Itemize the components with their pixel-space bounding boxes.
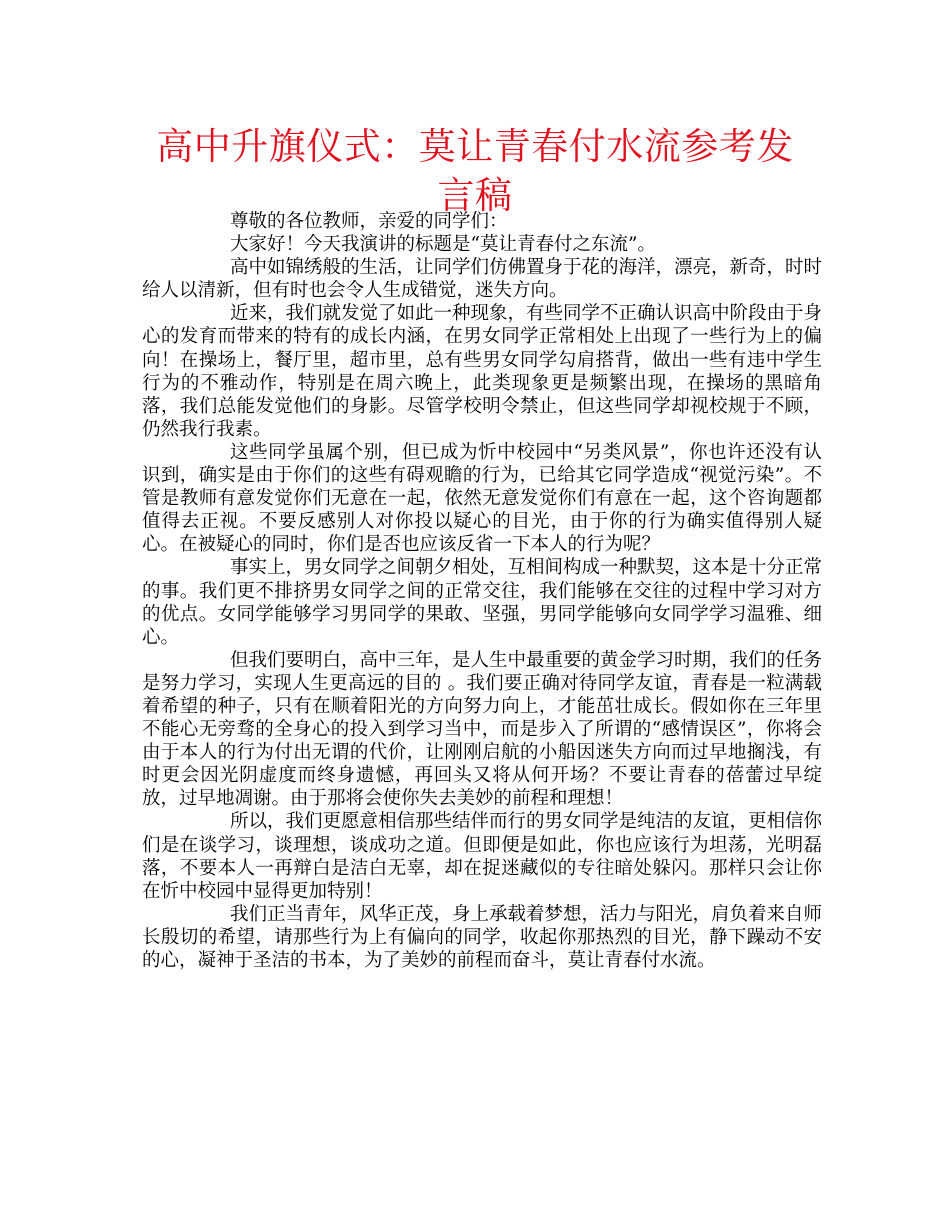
paragraph-closing: 我们正当青年，风华正茂，身上承载着梦想，活力与阳光，肩负着来自师长殷切的希望，请那些行为上有偏向的同学，收起你那热烈的目光，静下躁动不安的心，凝神于圣洁的书本，为了美妙的前程而奋斗，莫让青春付水流。 (142, 903, 823, 971)
paragraph-greeting: 大家好！今天我演讲的标题是“莫让青春付之东流”。 (230, 234, 656, 256)
paragraph-salutation: 尊敬的各位教师，亲爱的同学们： (230, 211, 508, 232)
document-title: 高中升旗仪式：莫让青春付水流参考发言稿 (156, 125, 794, 217)
paragraph: 事实上，男女同学之间朝夕相处，互相间构成一种默契，这本是十分正常的事。我们更不排挤男女同学之间的正常交往，我们能够在交往的过程中学习对方的优点。女同学能够学习男同学的果敢、坚强，男同学能够向女同学学习温雅、细心。 (142, 557, 823, 648)
paragraph: 但我们要明白，高中三年，是人生中最重要的黄金学习时期，我们的任务是努力学习，实现人生更高远的目的 。我们要正确对待同学友谊，青春是一粒满载着希望的种子，只有在顺着阳光的方向努力向上，才能茁壮成长。假如你在三年里不能心无旁骛的全身心的投入到学习当中，而是步入了所谓的“感情误区”，你将会由于本人的行为付出无谓的代价，让刚刚启航的小船因迷失方向而过早地搁浅，有时更会因光阴虚度而终身遗憾，再回头又将从何开场？不要让青春的蓓蕾过早绽放，过早地凋谢。由于那将会使你失去美妙的前程和理想！ (142, 649, 823, 810)
paragraph: 这些同学虽属个别，但已成为忻中校园中“另类风景”，你也许还没有认识到，确实是由于你们的这些有碍观瞻的行为，已给其它同学造成“视觉污染”。不管是教师有意发觉你们无意在一起，依然无意发觉你们有意在一起，这个咨询题都值得去正视。不要反感别人对你投以疑心的目光，由于你的行为确实值得别人疑心。在被疑心的同时，你们是否也应该反省一下本人的行为呢？ (142, 441, 822, 556)
paragraph: 近来，我们就发觉了如此一种现象，有些同学不正确认识高中阶段由于身心的发育而带来的特有的成长内涵，在男女同学正常相处上出现了一些行为上的偏向！在操场上，餐厅里，超市里，总有些男女同学勾肩搭背，做出一些有违中学生行为的不雅动作，特别是在周六晚上，此类现象更是频繁出现，在操场的黑暗角落，我们总能发觉他们的身影。尽管学校明令禁止，但这些同学却视校规于不顾，仍然我行我素。 (142, 303, 823, 440)
document-body (142, 210, 822, 972)
paragraph: 所以，我们更愿意相信那些结伴而行的男女同学是纯洁的友谊，更相信你们是在谈学习，谈理想，谈成功之道。但即便是如此，你也应该行为坦荡，光明磊落，不要本人一再辩白是洁白无辜，却在捉迷藏似的专往暗处躲闪。那样只会让你在忻中校园中显得更加特别！ (142, 811, 823, 902)
paragraph: 高中如锦绣般的生活，让同学们仿佛置身于花的海洋，漂亮，新奇，时时给人以清新，但有时也会令人生成错觉，迷失方向。 (142, 257, 823, 302)
